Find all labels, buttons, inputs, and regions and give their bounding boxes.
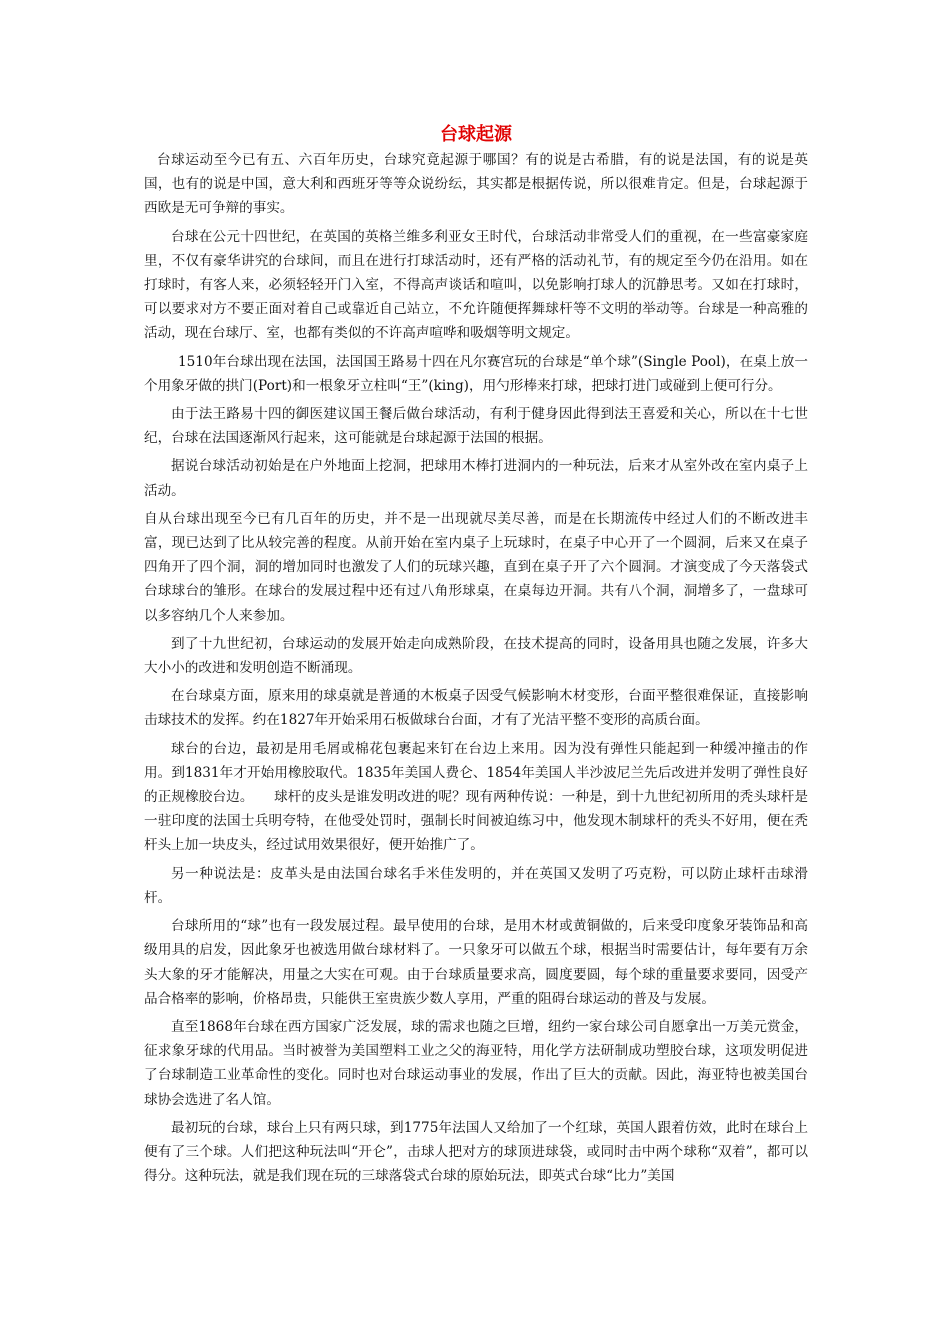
paragraph-2: 台球在公元十四世纪，在英国的英格兰维多利亚女王时代，台球活动非常受人们的重视，在一些富豪家庭里，不仅有豪华讲究的台球间，而且在进行打球活动时，还有严格的活动礼节，有的规定至今仍在沿用。如在打球时，有客人来，必须轻轻开门入室，不得高声谈话和喧叫，以免影响打球人的沉静思考。又如在打球时，可以要求对方不要正面对着自己或靠近自己站立，不允许随便挥舞球杆等不文明的举动等。台球是一种高雅的活动，现在台球厅、室，也都有类似的不许高声喧哗和吸烟等明文规定。 [144, 228, 808, 342]
paragraph-6: 自从台球出现至今已有几百年的历史，并不是一出现就尽美尽善，而是在长期流传中经过人们的不断改进丰富，现已达到了比从较完善的程度。从前开始在室内桌子上玩球时，在桌子中心开了一个圆洞，后来又在桌子四角开了四个洞，洞的增加同时也激发了人们的玩球兴趣，直到在桌子开了六个圆洞。才演变成了今天落袋式台球球台的雏形。在球台的发展过程中还有过八角形球桌，在桌每边开洞。共有八个洞，洞增多了，一盘球可以多容纳几个人来参加。 [144, 510, 808, 624]
paragraph-9: 球台的台边，最初是用毛屑或棉花包裹起来钉在台边上来用。因为没有弹性只能起到一种缓冲撞击的作用。到1831年才开始用橡胶取代。1835年美国人费仑、1854年美国人半沙波尼兰先后改进并发明了弹性良好的正规橡胶台边。 球杆的皮头是谁发明改进的呢？现有两种传说：一种是，到十九世纪初所用的秃头球杆是一驻印度的法国士兵明夸特，在他受处罚时，强制长时间被迫练习中，他发现木制球杆的秃头不好用，便在秃杆头上加一块皮头，经过试用效果很好，便开始推广了。 [144, 740, 808, 854]
paragraph-11: 台球所用的“球”也有一段发展过程。最早使用的台球，是用木材或黄铜做的，后来受印度象牙装饰品和高级用具的启发，因此象牙也被选用做台球材料了。一只象牙可以做五个球，根据当时需要估计，每年要有万余头大象的牙才能解决，用量之大实在可观。由于台球质量要求高，圆度要圆，每个球的重量要求要同，因受产品合格率的影响，价格昂贵，只能供王室贵族少数人享用，严重的阻碍台球运动的普及与发展。 [144, 918, 808, 1007]
paragraph-5: 据说台球活动初始是在户外地面上挖洞，把球用木棒打进洞内的一种玩法，后来才从室外改在室内桌子上活动。 [144, 458, 808, 499]
paragraph-12: 直至1868年台球在西方国家广泛发展，球的需求也随之巨增，纽约一家台球公司自愿拿出一万美元赏金，征求象牙球的代用品。当时被誉为美国塑料工业之父的海亚特，用化学方法研制成功塑胶台球，这项发明促进了台球制造工业革命性的变化。同时也对台球运动事业的发展，作出了巨大的贡献。因此，海亚特也被美国台球协会选进了名人馆。 [144, 1018, 808, 1108]
document-body [144, 122, 808, 1192]
document-title: 台球起源 [440, 124, 512, 145]
paragraph-10: 另一种说法是：皮革头是由法国台球名手米佳发明的，并在英国又发明了巧克粉，可以防止球杆击球滑杆。 [144, 865, 808, 906]
paragraph-7: 到了十九世纪初，台球运动的发展开始走向成熟阶段，在技术提高的同时，设备用具也随之发展，许多大大小小的改进和发明创造不断涌现。 [144, 635, 808, 677]
paragraph-1: 台球运动至今已有五、六百年历史，台球究竟起源于哪国？有的说是古希腊，有的说是法国，有的说是英国，也有的说是中国，意大利和西班牙等等众说纷纭，其实都是根据传说，所以很难肯定。但是，台球起源于西欧是无可争辩的事实。 [144, 152, 808, 217]
paragraph-4: 由于法王路易十四的御医建议国王餐后做台球活动，有利于健身因此得到法王喜爱和关心，所以在十七世纪，台球在法国逐渐风行起来，这可能就是台球起源于法国的根据。 [144, 406, 808, 447]
paragraph-3: 1510年台球出现在法国，法国国王路易十四在凡尔赛宫玩的台球是“单个球”(Single Pool)，在桌上放一个用象牙做的拱门(Port)和一根象牙立柱叫“王”(king)，用勺形棒来打球，把球打进门或碰到上便可行分。 [144, 353, 808, 394]
paragraph-8: 在台球桌方面，原来用的球桌就是普通的木板桌子因受气候影响木材变形，台面平整很难保证，直接影响击球技术的发挥。约在1827年开始采用石板做球台台面，才有了光洁平整不变形的高质台面。 [144, 688, 808, 729]
paragraph-13: 最初玩的台球，球台上只有两只球，到1775年法国人又给加了一个红球，英国人跟着仿效，此时在球台上便有了三个球。人们把这种玩法叫“开仑”，击球人把对方的球顶进球袋，或同时击中两个球称“双着”，都可以得分。这种玩法，就是我们现在玩的三球落袋式台球的原始玩法，即英式台球“比力”美国 [144, 1119, 808, 1185]
